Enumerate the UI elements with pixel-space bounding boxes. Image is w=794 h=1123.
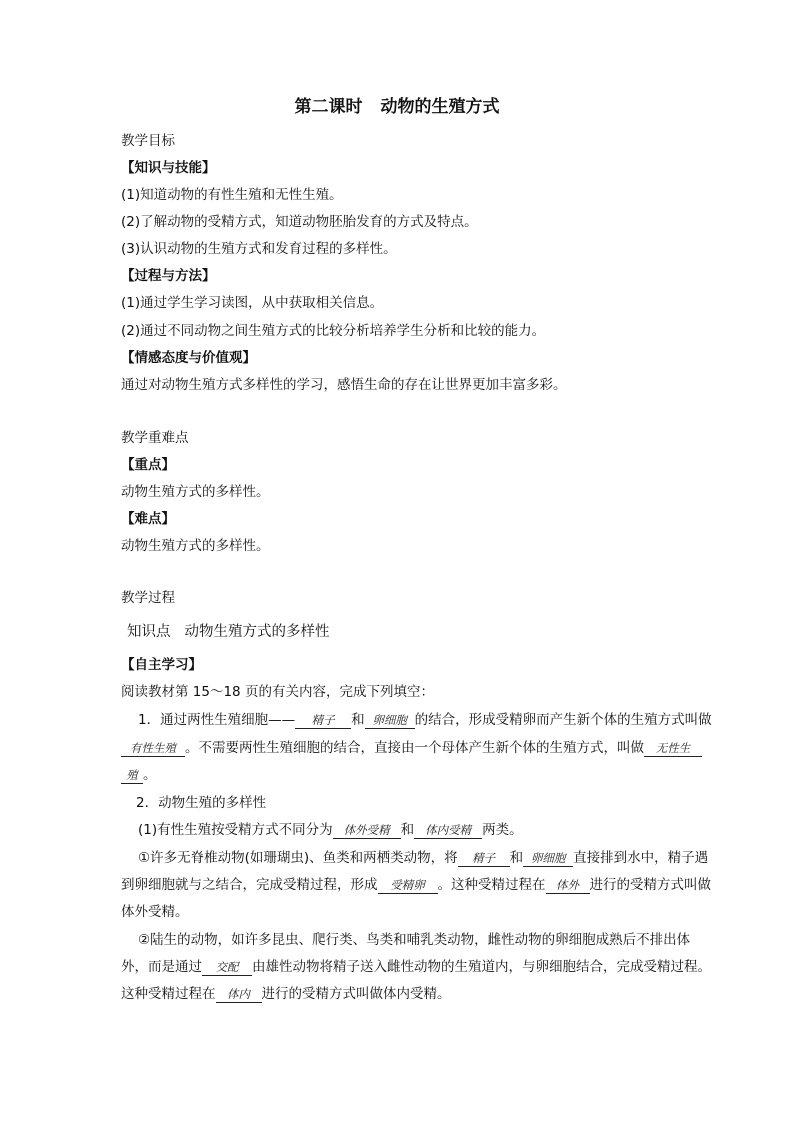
knowledge-point-text: 动物生殖方式的多样性 bbox=[184, 624, 330, 640]
self-study-intro: 阅读教材第 15～18 页的有关内容，完成下列填空： bbox=[121, 684, 434, 700]
focus-text: 动物生殖方式的多样性。 bbox=[121, 484, 270, 500]
answer-blank: 体外 bbox=[546, 877, 590, 894]
page-title bbox=[0, 96, 794, 118]
title-part-2: 动物的生殖方式 bbox=[380, 97, 500, 117]
answer-blank: 体内 bbox=[216, 986, 262, 1003]
question-2-1-1-line-2: 到卵细胞就与之结合，完成受精过程，形成 受精卵 。这种受精过程在 体外 进行的受精方式叫做 bbox=[121, 877, 711, 893]
question-2-1: (1)有性生殖按受精方式不同分为 体外受精 和 体内受精 两类。 bbox=[138, 822, 523, 838]
teaching-process-heading: 教学过程 bbox=[121, 590, 175, 606]
answer-blank: 受精卵 bbox=[378, 877, 438, 894]
key-points-heading: 教学重难点 bbox=[121, 430, 189, 446]
question-2-heading: 2．动物生殖的多样性 bbox=[136, 795, 267, 811]
knowledge-point-label: 知识点 bbox=[127, 624, 171, 640]
emotion-item: 通过对动物生殖方式多样性的学习，感悟生命的存在让世界更加丰富多彩。 bbox=[121, 377, 567, 393]
answer-blank: 卵细胞 bbox=[523, 850, 573, 867]
answer-blank: 精子 bbox=[458, 850, 510, 867]
knowledge-item-1: (1)知道动物的有性生殖和无性生殖。 bbox=[121, 187, 343, 203]
process-item-1: (1)通过学生学习读图，从中获取相关信息。 bbox=[121, 295, 384, 311]
title-part-1: 第二课时 bbox=[294, 97, 363, 117]
answer-blank: 卵细胞 bbox=[365, 712, 415, 729]
answer-blank: 精子 bbox=[295, 712, 351, 729]
knowledge-heading: 【知识与技能】 bbox=[121, 160, 216, 176]
knowledge-point-title bbox=[127, 623, 330, 641]
question-2-1-1-line-1: ①许多无脊椎动物(如珊瑚虫)、鱼类和两栖类动物，将 精子 和 卵细胞 直接排到水中，精子遇 bbox=[138, 850, 709, 866]
difficulty-text: 动物生殖方式的多样性。 bbox=[121, 538, 270, 554]
knowledge-item-2: (2)了解动物的受精方式，知道动物胚胎发育的方式及特点。 bbox=[121, 214, 478, 230]
knowledge-item-3: (3)认识动物的生殖方式和发育过程的多样性。 bbox=[121, 241, 397, 257]
question-2-1-1-line-3: 体外受精。 bbox=[121, 904, 189, 920]
question-1-line-2: 有性生殖 。不需要两性生殖细胞的结合，直接由一个母体产生新个体的生殖方式，叫做 无性生 bbox=[121, 739, 702, 757]
answer-blank: 有性生殖 bbox=[121, 740, 185, 757]
answer-blank: 体外受精 bbox=[333, 822, 401, 839]
question-1-line-3: 殖 。 bbox=[121, 766, 157, 784]
question-2-1-2-line-2: 外，而是通过 交配 由雄性动物将精子送入雌性动物的生殖道内，与卵细胞结合，完成受精过程。 bbox=[121, 959, 711, 975]
process-item-2: (2)通过不同动物之间生殖方式的比较分析培养学生分析和比较的能力。 bbox=[121, 323, 546, 339]
answer-blank: 交配 bbox=[202, 959, 252, 976]
emotion-heading: 【情感态度与价值观】 bbox=[121, 350, 256, 366]
answer-blank: 殖 bbox=[121, 767, 143, 784]
self-study-heading: 【自主学习】 bbox=[121, 657, 202, 673]
process-method-heading: 【过程与方法】 bbox=[121, 268, 216, 284]
question-1-line-1: 1．通过两性生殖细胞—— 精子 和 卵细胞 的结合，形成受精卵而产生新个体的生殖方式叫做 bbox=[138, 712, 712, 728]
question-2-1-2-line-1: ②陆生的动物，如许多昆虫、爬行类、鸟类和哺乳类动物，雌性动物的卵细胞成熟后不排出体 bbox=[138, 932, 691, 948]
answer-blank: 体内受精 bbox=[414, 822, 482, 839]
difficulty-heading: 【难点】 bbox=[121, 511, 175, 527]
focus-heading: 【重点】 bbox=[121, 457, 175, 473]
answer-blank: 无性生 bbox=[644, 740, 702, 757]
question-2-1-2-line-3: 这种受精过程在 体内 进行的受精方式叫做体内受精。 bbox=[121, 986, 451, 1002]
objectives-heading: 教学目标 bbox=[121, 133, 175, 149]
